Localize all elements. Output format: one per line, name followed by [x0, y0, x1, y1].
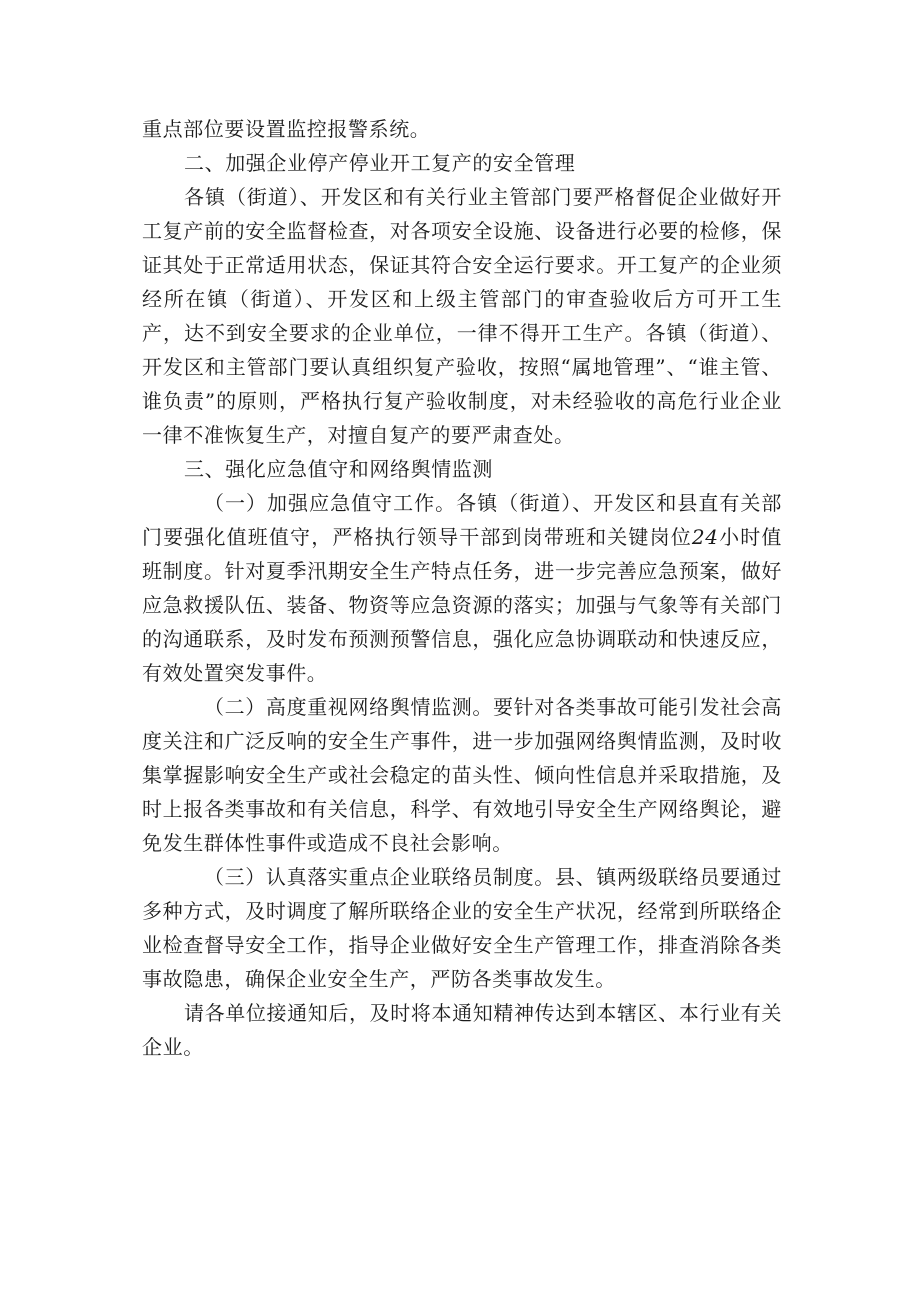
paragraph-5: （三）认真落实重点企业联络员制度。县、镇两级联络员要通过多种方式，及时调度了解所联络企业的安全生产状况，经常到所联络企业检查督导安全工作，指导企业做好安全生产管理工作，排查消除各类事故隐患，确保企业安全生产，严防各类事故发生。	[142, 865, 782, 991]
paragraph-6: 请各单位接通知后，及时将本通知精神传达到本辖区、本行业有关企业。	[142, 1001, 782, 1059]
document-body	[142, 112, 782, 1064]
paragraph-3-part-b: 小时值班制度。针对夏季汛期安全生产特点任务，进一步完善应急预案，做好应急救援队伍、装备、物资等应急资源的落实；加强与气象等有关部门的沟通联系，及时发布预测预警信息，强化应急协调联动和快速反应，有效处置突发事件。	[142, 525, 782, 685]
section-heading-3: 三、强化应急值守和网络舆情监测	[184, 457, 493, 481]
section-heading-2: 二、加强企业停产停业开工复产的安全管理	[184, 151, 576, 175]
paragraph-3	[142, 486, 782, 690]
paragraph-3-part-a: （一）加强应急值守工作。各镇（街道）、开发区和县直有关部门要强化值班值守，严格执行领导干部到岗带班和关键岗位	[142, 491, 782, 549]
paragraph-3-number: 24	[691, 525, 719, 549]
paragraph-4: （二）高度重视网络舆情监测。要针对各类事故可能引发社会高度关注和广泛反响的安全生产事件，进一步加强网络舆情监测，及时收集掌握影响安全生产或社会稳定的苗头性、倾向性信息并采取措施，及时上报各类事故和有关信息，科学、有效地引导安全生产网络舆论，避免发生群体性事件或造成不良社会影响。	[142, 695, 782, 855]
paragraph-2: 各镇（街道）、开发区和有关行业主管部门要严格督促企业做好开工复产前的安全监督检查，对各项安全设施、设备进行必要的检修，保证其处于正常适用状态，保证其符合安全运行要求。开工复产的企业须经所在镇（街道）、开发区和上级主管部门的审查验收后方可开工生产，达不到安全要求的企业单位，一律不得开工生产。各镇（街道）、开发区和主管部门要认真组织复产验收，按照“属地管理”、“谁主管、谁负责”的原则，严格执行复产验收制度，对未经验收的高危行业企业一律不准恢复生产，对擅自复产的要严肃查处。	[142, 185, 782, 447]
paragraph-1: 重点部位要设置监控报警系统。	[142, 117, 431, 141]
